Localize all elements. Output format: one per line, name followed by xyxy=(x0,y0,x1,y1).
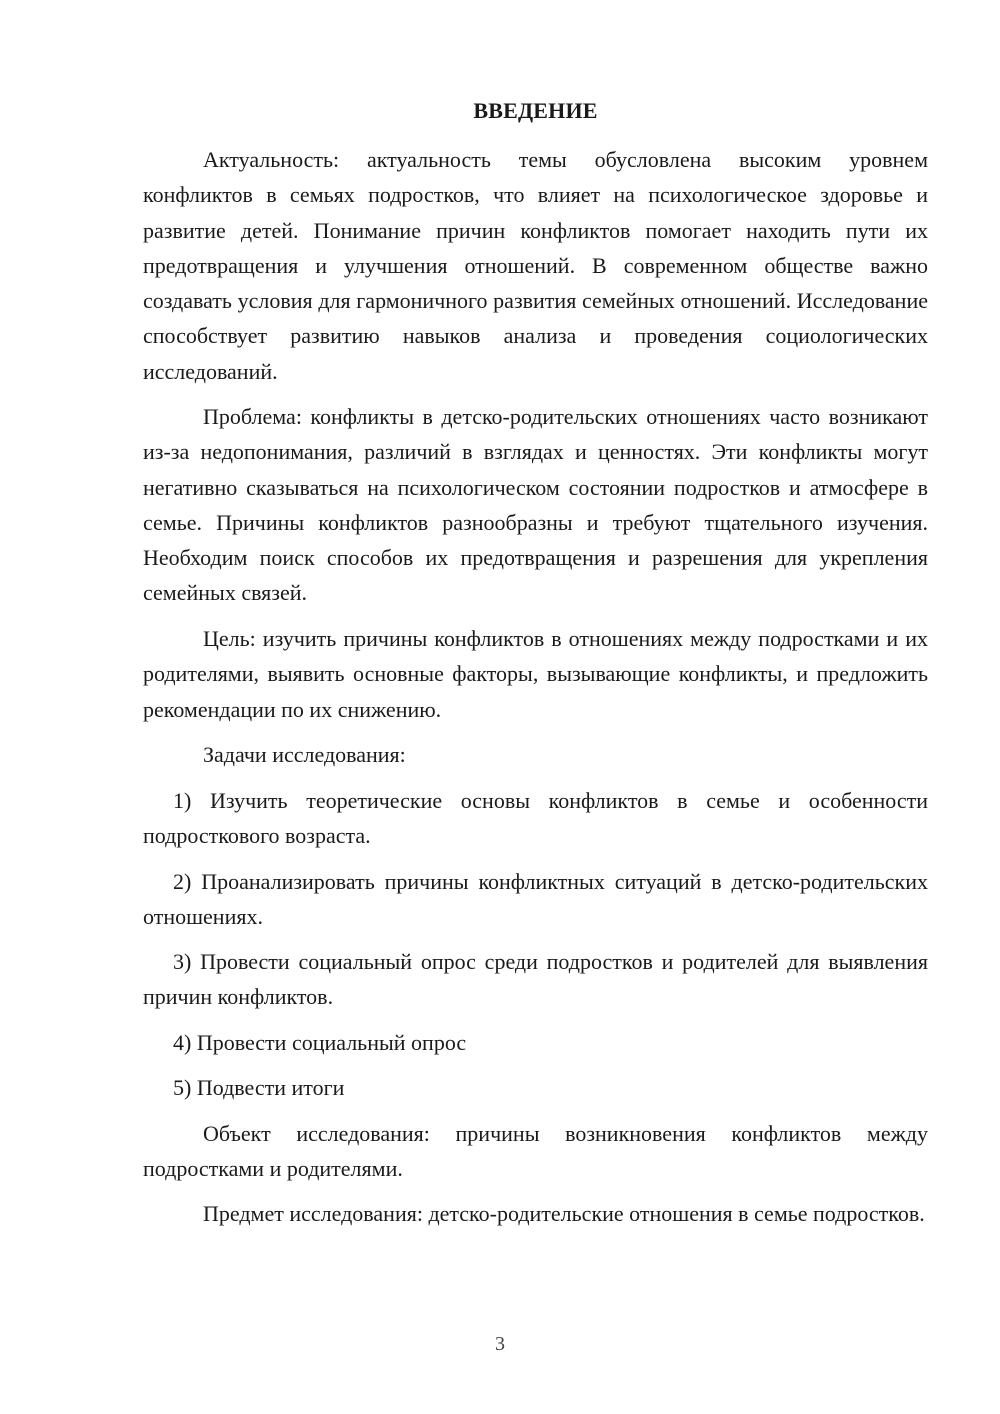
page-number: 3 xyxy=(495,1333,505,1355)
page-title: ВВЕДЕНИЕ xyxy=(473,98,598,123)
object-paragraph: Объект исследования: причины возникновения конфликтов между подростками и родителями. xyxy=(143,1121,928,1182)
problem-paragraph: Проблема: конфликты в детско-родительских отношениях часто возникают из-за недопонимания, различий в взглядах и ценностях. Эти конфликты могут негативно сказываться на психологическом состоянии подростков и атмосфере в семье. Причины конфликтов разнообразны и требуют тщательного изучения. Необходим поиск способов их предотвращения и разрешения для укрепления семейных связей. xyxy=(143,404,928,606)
goal-paragraph: Цель: изучить причины конфликтов в отношениях между подростками и их родителями, выявить основные факторы, вызывающие конфликты, и предложить рекомендации по их снижению. xyxy=(143,626,928,722)
task-item-4: 4) Провести социальный опрос xyxy=(173,1030,467,1055)
task-item-2: 2) Проанализировать причины конфликтных ситуаций в детско-родительских отношениях. xyxy=(143,869,928,930)
task-item-1: 1) Изучить теоретические основы конфликтов в семье и особенности подросткового возраста. xyxy=(143,788,928,849)
relevance-paragraph: Актуальность: актуальность темы обусловлена высоким уровнем конфликтов в семьях подростков, что влияет на психологическое здоровье и развитие детей. Понимание причин конфликтов помогает находить пути их предотвращения и улучшения отношений. В современном обществе важно создавать условия для гармоничного развития семейных отношений. Исследование способствует развитию навыков анализа и проведения социологических исследований. xyxy=(143,147,928,384)
task-item-5: 5) Подвести итоги xyxy=(173,1075,345,1100)
subject-paragraph: Предмет исследования: детско-родительские отношения в семье подростков. xyxy=(203,1201,925,1226)
tasks-heading: Задачи исследования: xyxy=(203,742,406,767)
task-item-3: 3) Провести социальный опрос среди подростков и родителей для выявления причин конфликтов. xyxy=(143,949,928,1010)
